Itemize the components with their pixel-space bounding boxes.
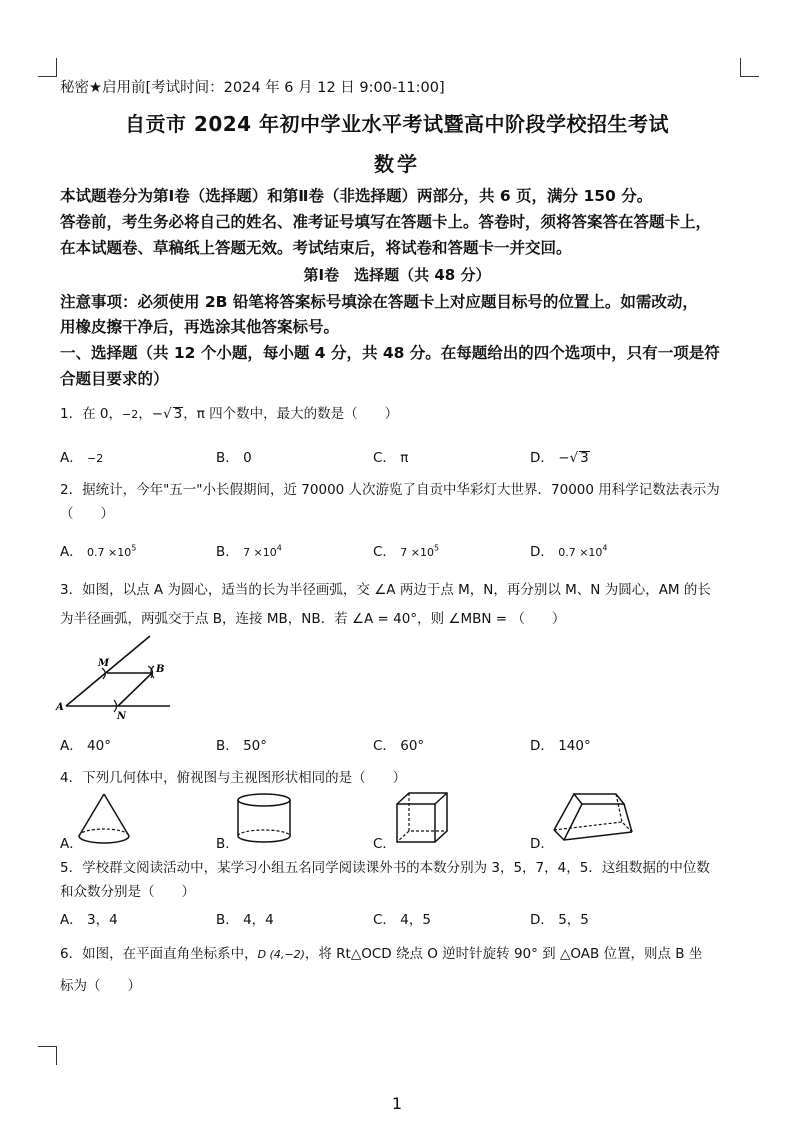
q3-option-a: A． 40° <box>60 738 111 754</box>
q3-segment-nb <box>118 673 152 706</box>
q4-stem: 4．下列几何体中，俯视图与主视图形状相同的是（ ） <box>60 770 407 786</box>
section-title: 第Ⅰ卷 选择题（共 48 分） <box>303 266 491 284</box>
q3-label-m: M <box>98 658 110 669</box>
q3-angle-figure <box>56 632 186 726</box>
q3-label-a: A <box>56 702 64 713</box>
intro-line-2: 答卷前，考生务必将自己的姓名、准考证号填写在答题卡上。答卷时，须将答案答在答题卡上， <box>60 213 712 231</box>
q1-option-d: D． −√ 3 <box>530 450 589 466</box>
part-title-line-1: 一、选择题（共 12 个小题，每小题 4 分，共 48 分。在每题给出的四个选项中，只有一项是符 <box>60 344 720 362</box>
q4-cube-hidden-edge <box>397 831 409 842</box>
q4-option-b: B． <box>216 836 239 852</box>
intro-line-3: 在本试题卷、草稿纸上答题无效。考试结束后，将试卷和答题卡一并交回。 <box>60 239 572 257</box>
exam-subject: 数学 <box>374 152 420 176</box>
q3-label-b: B <box>156 664 165 675</box>
q4-frustum-hidden <box>554 822 632 832</box>
q3-stem-line-2: 为半径画弧，两弧交于点 B，连接 MB，NB．若 ∠A = 40°，则 ∠MBN = （ ） <box>60 611 566 627</box>
q4-cube-front <box>397 804 435 842</box>
q4-cube-edge <box>435 793 447 804</box>
q2-option-d: D． $0.7 \times 10^4$ <box>530 543 608 560</box>
q4-cone-left-edge <box>79 794 104 836</box>
q4-cylinder-base-back <box>238 830 290 836</box>
q3-stem-line-1: 3．如图，以点 A 为圆心，适当的长为半径画弧，交 ∠A 两边于点 M，N，再分别以 M、N 为圆心，AM 的长 <box>60 582 711 598</box>
q3-option-c: C． 60° <box>373 738 425 754</box>
q1-option-a: A． −2 <box>60 450 104 466</box>
q3-arc-mark-m <box>102 668 105 679</box>
q4-cylinder-top <box>238 794 290 806</box>
q5-option-c: C． 4，5 <box>373 912 431 928</box>
q4-cylinder-figure <box>234 792 294 848</box>
q2-option-b: B． $7 \times 10^4$ <box>216 543 282 560</box>
q3-label-n: N <box>117 711 127 722</box>
q2-stem-line-2: （ ） <box>60 506 114 522</box>
exam-time-line: 秘密★启用前[考试时间：2024 年 6 月 12 日 9:00-11:00] <box>60 80 445 96</box>
q4-frustum-left-front <box>564 804 582 840</box>
part-title-line-2: 合题目要求的） <box>60 370 169 388</box>
q4-frustum-figure <box>550 790 636 848</box>
intro-line-1: 本试题卷分为第Ⅰ卷（选择题）和第Ⅱ卷（非选择题）两部分，共 6 页，满分 150 分。 <box>60 187 653 205</box>
q4-cube-figure <box>394 790 450 848</box>
q2-stem-line-1: 2．据统计，今年"五一"小长假期间，近 70000 人次游览了自贡中华彩灯大世界．70000 用科学记数法表示为 <box>60 482 720 498</box>
q4-option-a: A． <box>60 836 83 852</box>
q4-cone-base-back <box>79 829 129 836</box>
q2-option-a: A． $0.7 \times 10^5$ <box>60 543 137 560</box>
q1-option-c: C． π <box>373 450 409 466</box>
page-number: 1 <box>391 1094 403 1113</box>
q4-cylinder-base-front <box>238 836 290 842</box>
exam-title: 自贡市 2024 年初中学业水平考试暨高中阶段学校招生考试 <box>124 112 670 136</box>
q4-cone-figure <box>76 792 132 848</box>
crop-mark-top-right <box>740 58 759 77</box>
q5-stem-line-1: 5．学校群文阅读活动中，某学习小组五名同学阅读课外书的本数分别为 3，5，7，4，5．这组数据的中位数 <box>60 860 710 876</box>
q4-cone-base-front <box>79 836 129 843</box>
q1-option-b: B． 0 <box>216 450 252 466</box>
q6-stem-line-1: 6．如图，在平面直角坐标系中，D (4,−2)，将 Rt△OCD 绕点 O 逆时针旋转 90° 到 △OAB 位置，则点 B 坐 <box>60 946 703 962</box>
q6-stem-line-2: 标为（ ） <box>60 978 141 994</box>
q4-option-d: D． <box>530 836 554 852</box>
q5-option-d: D． 5，5 <box>530 912 589 928</box>
q3-option-b: B． 50° <box>216 738 267 754</box>
notice-line-1: 注意事项：必须使用 2B 铅笔将答案标号填涂在答题卡上对应题目标号的位置上。如需改动， <box>60 293 698 311</box>
q5-stem-line-2: 和众数分别是（ ） <box>60 884 195 900</box>
q3-option-d: D． 140° <box>530 738 591 754</box>
q3-ray-am <box>66 636 150 706</box>
notice-line-2: 用橡皮擦干净后，再选涂其他答案标号。 <box>60 318 340 336</box>
crop-mark-top-left <box>38 58 57 77</box>
q4-option-c: C． <box>373 836 396 852</box>
crop-mark-bottom-left <box>38 1046 57 1065</box>
q5-option-b: B． 4，4 <box>216 912 274 928</box>
q5-option-a: A． 3，4 <box>60 912 118 928</box>
q4-cone-right-edge <box>104 794 129 836</box>
q1-stem: 1．在 0，−2，−√ 3，π 四个数中，最大的数是（ ） <box>60 406 399 422</box>
q2-option-c: C． $7 \times 10^5$ <box>373 543 440 560</box>
